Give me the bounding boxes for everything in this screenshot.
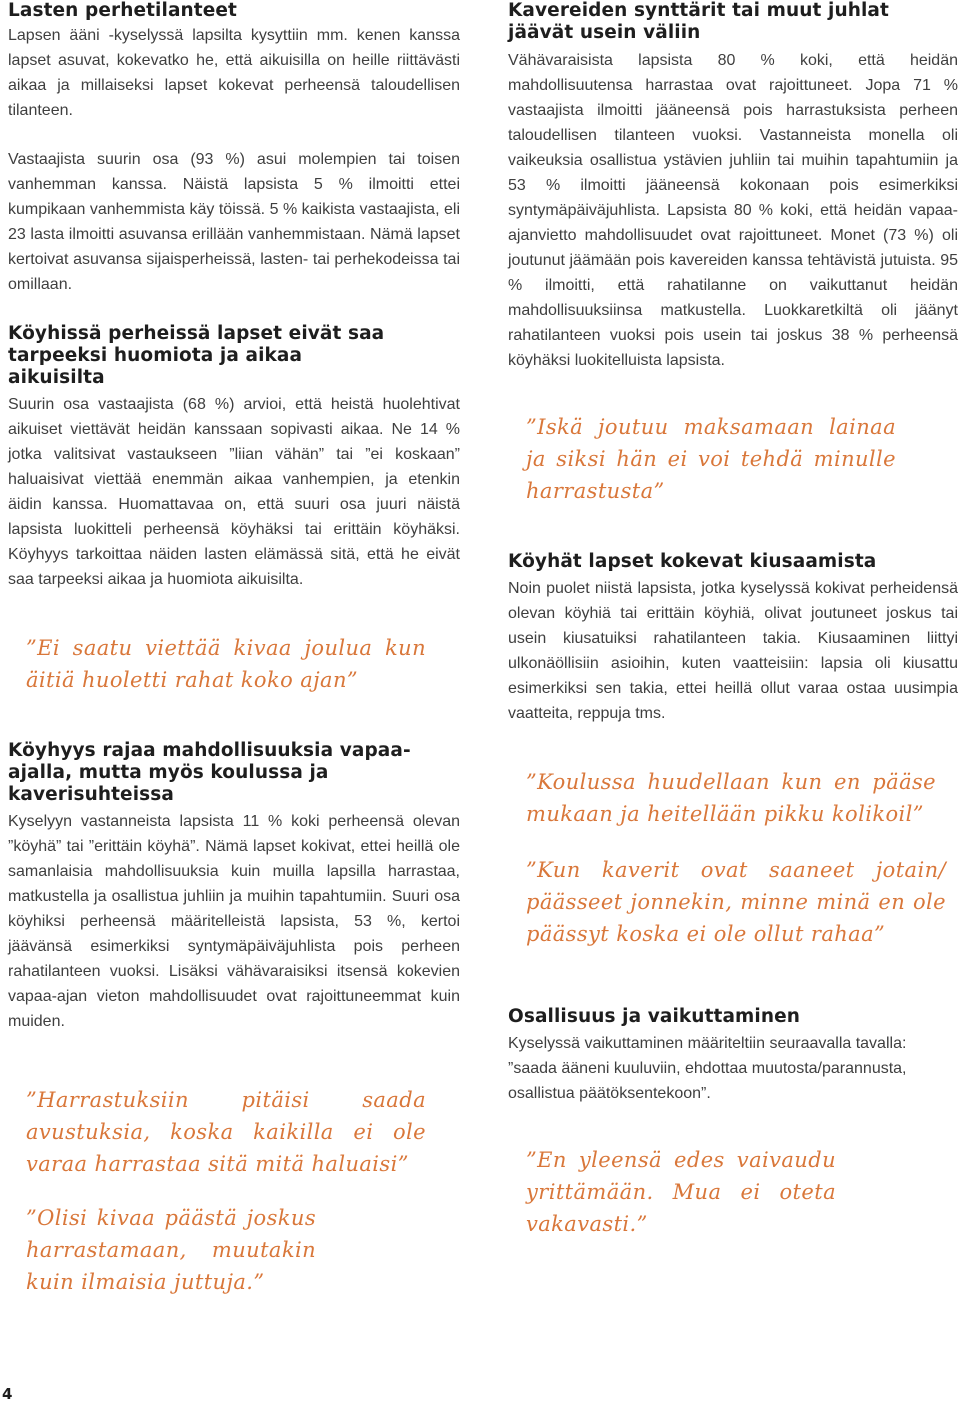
right-column bbox=[508, 0, 958, 1240]
section-heading-friends-parties: Kavereiden synttärit tai muut juhlat jäävät usein väliin bbox=[508, 0, 889, 43]
section-heading-poverty-limits: Köyhyys rajaa mahdollisuuksia vapaa-ajalla, mutta myös koulussa ja kaverisuhteissa bbox=[8, 740, 411, 805]
paragraph-living-arrangements: Vastaajista suurin osa (93 %) asui molempien tai toisen vanhemman kanssa. Näistä lapsista 5 % ilmoitti ettei kumpikaan vanhemmista käy töissä. 5 % kaikista vastaajista, eli 23 lasta ilmoitti asuvansa erillään vanhemmistaan. Nämä lapset kertoivat asuvansa sijaisperheissä, lasten- tai perhekodeissa tai omillaan. bbox=[8, 151, 460, 293]
quote-free-activities: ”Olisi kivaa päästä joskus harrastamaan, muutakin kuin ilmaisia juttuja.” bbox=[26, 1206, 316, 1294]
section-heading-family-situations: Lasten perhetilanteet bbox=[8, 0, 237, 21]
section-heading-attention: Köyhissä perheissä lapset eivät saa tarpeeksi huomiota ja aikaa aikuisilta bbox=[8, 323, 385, 388]
paragraph-poverty-limits: Kyselyyn vastanneista lapsista 11 % koki perheensä olevan ”köyhä” tai ”erittäin köyhä”. Nämä lapset kokivat, ettei heillä ole samanlaisia mahdollisuuksia kuin muilla lapsilla harrastaa, matkustella ja osallistua juhliin ja muihin tapahtumiin. Suuri osa köyhiksi perheensä määritelleistä lapsista, 53 %, kertoi jäävänsä esimerkiksi syntymäpäiväjuhlista pois perheen rahatilanteen vuoksi. Lisäksi vähävaraisiksi itsensä kokevien vapaa-ajan vieton mahdollisuudet ovat rajoittuneemmat kuin muiden. bbox=[8, 813, 460, 1030]
quote-dad-loan: ”Iskä joutuu maksamaan lainaa ja siksi hän ei voi tehdä minulle harrastusta” bbox=[526, 415, 896, 503]
paragraph-attention: Suurin osa vastaajista (68 %) arvioi, että heistä huolehtivat aikuiset viettävät heidän kanssaan sopivasti aikaa. Ne 14 % jotka valitsivat vastaukseen ”liian vähän” tai ”ei koskaan” haluaisivat viettää enemmän aikaa vanhempien, ja etenkin äidin kanssa. Huomattavaa on, että suuri osa juuri näistä lapsista luokitteli perheensä köyhäksi tai erittäin köyhäksi. Köyhyys tarkoittaa näiden lasten elämässä sitä, että he eivät saa tarpeeksi aikaa ja huomiota aikuisilta. bbox=[8, 396, 460, 588]
quote-not-taken-seriously: ”En yleensä edes vaivaudu yrittämään. Mua ei oteta vakavasti.” bbox=[526, 1148, 836, 1236]
quote-school-coins: ”Koulussa huudellaan kun en pääse mukaan ja heitellään pikku kolikoil” bbox=[526, 770, 936, 826]
paragraph-friends-parties: Vähävaraisista lapsista 80 % koki, että heidän mahdollisuutensa harrastaa ovat rajoittuneet. Jopa 71 % vastaajista ilmoitti jääneensä pois harrastuksista perheen taloudellisen tilanteen vuoksi. Vastanneista monella oli vaikeuksia osallistua ystävien juhliin tai muihin tapahtumiin ja 53 % ilmoitti jääneensä kokonaan pois esimerkiksi syntymäpäiväjuhlista. Lapsista 80 % koki, että heidän vapaa-ajanvietto mahdollisuudet ovat rajoittuneet. Monet (73 %) oli joutunut jäämään pois kavereiden kanssa tehtävistä jutuista. 95 % ilmoitti, että rahatilanne on vaikuttanut heidän mahdollisuuksiinsa matkustella. Luokkaretkiltä oli jäänyt rahatilanteen vuoksi pois usein tai joskus 38 % perheensä köyhäksi luokitelluista lapsista. bbox=[508, 52, 958, 369]
paragraph-bullying: Noin puolet niistä lapsista, jotka kyselyssä kokivat perheidensä olevan köyhiä tai erittäin köyhiä, olivat joutuneet joskus tai usein kiusatuiksi rahatilanteen takia. Kiusaaminen liittyi ulkonäöllisiin asioihin, kuten vaatteisiin: lapsia oli kiusattu esimerkiksi sen takia, ettei heillä ollut varaa ostaa uusimpia vaatteita, reppuja tms. bbox=[508, 580, 958, 722]
quote-hobby-grants: ”Harrastuksiin pitäisi saada avustuksia, koska kaikilla ei ole varaa harrastaa sitä mitä haluaisi” bbox=[26, 1088, 426, 1176]
left-column bbox=[8, 0, 460, 1298]
paragraph-intro: Lapsen ääni -kyselyssä lapsilta kysyttiin mm. kenen kanssa lapset asuvat, kokevatko he, että aikuisilla on heille riittävästi aikaa ja millaiseksi lapset kokevat perheensä taloudellisen tilanteen. bbox=[8, 27, 460, 119]
section-heading-participation: Osallisuus ja vaikuttaminen bbox=[508, 1006, 801, 1027]
section-heading-bullying: Köyhät lapset kokevat kiusaamista bbox=[508, 551, 877, 572]
page-number: 4 bbox=[2, 1385, 13, 1403]
quote-christmas: ”Ei saatu viettää kivaa joulua kun äitiä huoletti rahat koko ajan” bbox=[26, 636, 426, 692]
paragraph-participation: Kyselyssä vaikuttaminen määriteltiin seuraavalla tavalla: ”saada ääneni kuuluviin, ehdottaa muutosta/parannusta, osallistua päätöksentekoon”. bbox=[508, 1035, 907, 1102]
quote-friends-money: ”Kun kaverit ovat saaneet jotain/ päässeet jonnekin, minne minä en ole päässyt koska ei ole ollut rahaa” bbox=[526, 858, 946, 946]
